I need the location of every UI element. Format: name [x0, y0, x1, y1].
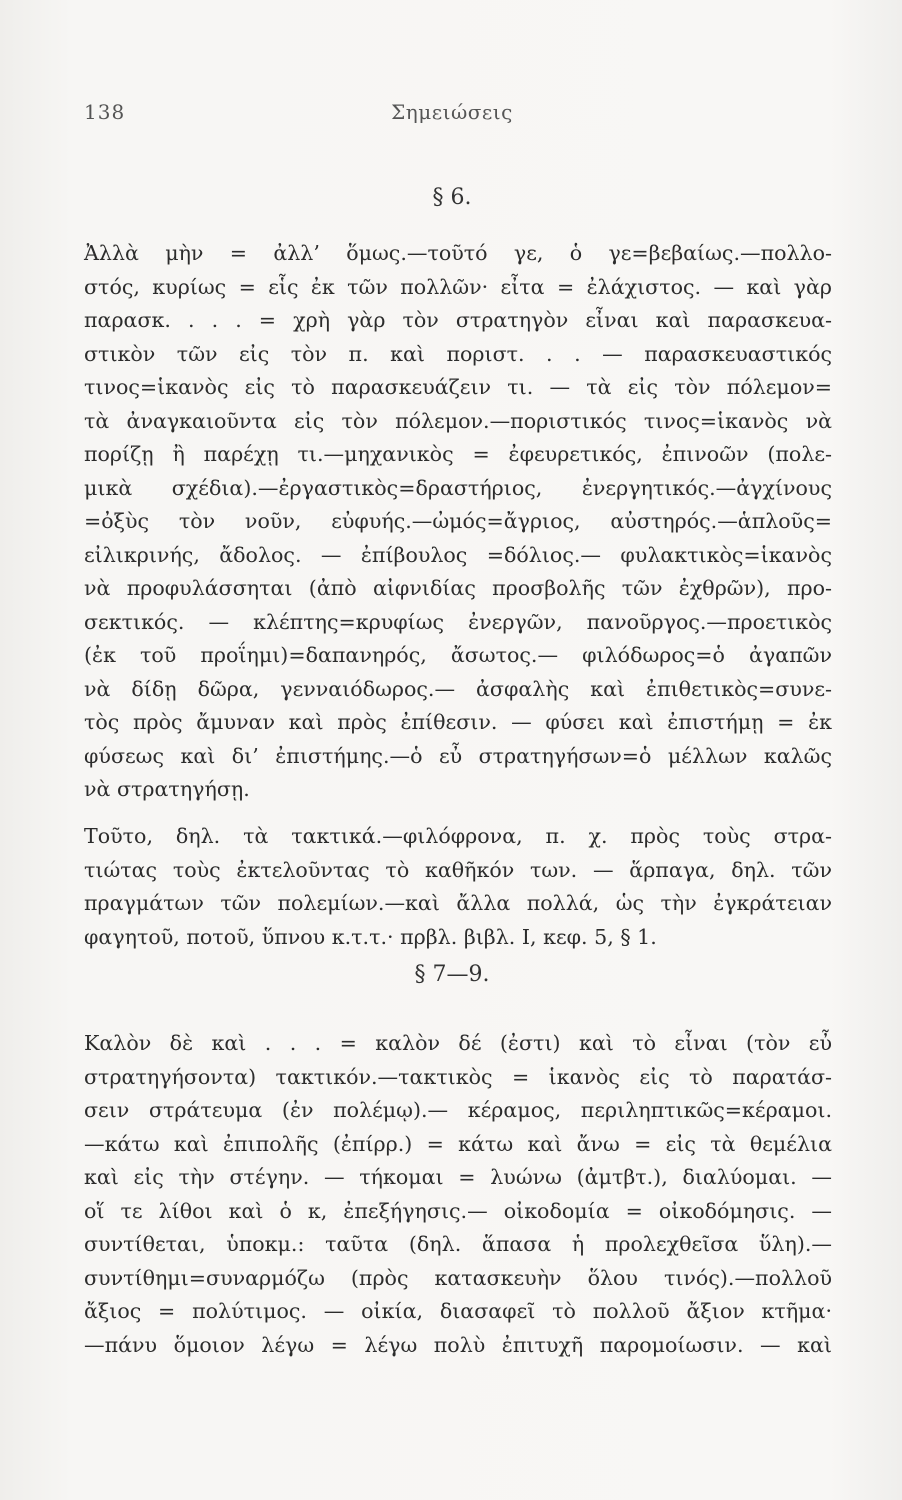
text-line: φύσεως καὶ δι’ ἐπιστήμης.—ὁ εὖ στρατηγήσων=ὁ μέλλων καλῶς [84, 743, 832, 768]
text-line: τὸς πρὸς ἄμυναν καὶ πρὸς ἐπίθεσιν. — φύσει καὶ ἐπιστήμῃ = ἐκ [84, 710, 832, 734]
text-line: τιώτας τοὺς ἐκτελοῦντας τὸ καθῆκόν των. — ἅρπαγα, δηλ. τῶν [84, 857, 832, 882]
text-line: ἄξιος = πολύτιμος. — οἰκία, διασαφεῖ τὸ πολλοῦ ἄξιον κτῆμα· [84, 1299, 832, 1323]
notes-paragraph [84, 820, 832, 954]
text-line: =ὀξὺς τὸν νοῦν, εὐφυής.—ὠμός=ἄγριος, αὐστηρός.—ἁπλοῦς= [84, 509, 832, 533]
running-title: Σημειώσεις [391, 100, 513, 124]
text-line: Ἀλλὰ μὴν = ἀλλ’ ὅμως.—τοῦτό γε, ὁ γε=βεβαίως.—πολλο- [84, 241, 832, 265]
text-line: παρασκ. . . . = χρὴ γὰρ τὸν στρατηγὸν εἶναι καὶ παρασκευα- [84, 308, 832, 332]
text-line: οἵ τε λίθοι καὶ ὁ κ, ἐπεξήγησις.— οἰκοδομία = οἰκοδόμησις. — [84, 1198, 832, 1223]
text-line: καὶ εἰς τὴν στέγην. — τήκομαι = λυώνω (ἀμτβτ.), διαλύομαι. — [84, 1165, 832, 1189]
section-heading-6: § 6. [432, 185, 472, 210]
text-line: τινος=ἱκανὸς εἰς τὸ παρασκευάζειν τι. — τὰ εἰς τὸν πόλεμον= [84, 375, 832, 399]
notes-paragraph [84, 237, 832, 807]
text-line: (ἐκ τοῦ προΐημι)=δαπανηρός, ἄσωτος.— φιλόδωρος=ὁ ἀγαπῶν [84, 643, 832, 667]
text-line: σειν στράτευμα (ἐν πολέμῳ).— κέραμος, περιληπτικῶς=κέραμοι. [84, 1098, 832, 1122]
section-heading-7-9: § 7—9. [414, 962, 490, 987]
text-line: —κάτω καὶ ἐπιπολῆς (ἐπίρρ.) = κάτω καὶ ἄνω = εἰς τὰ θεμέλια [84, 1131, 832, 1156]
text-line: —πάνυ ὅμοιον λέγω = λέγω πολὺ ἐπιτυχῆ παρομοίωσιν. — καὶ [84, 1332, 832, 1357]
text-line: πραγμάτων τῶν πολεμίων.—καὶ ἄλλα πολλά, ὡς τὴν ἐγκράτειαν [84, 891, 832, 915]
running-head [84, 100, 820, 132]
text-line: τὰ ἀναγκαιοῦντα εἰς τὸν πόλεμον.—ποριστικός τινος=ἱκανὸς νὰ [84, 408, 832, 433]
text-line: εἰλικρινής, ἄδολος. — ἐπίβουλος =δόλιος.— φυλακτικὸς=ἱκανὸς [84, 542, 832, 567]
page-number: 138 [84, 100, 126, 124]
text-line: σεκτικός. — κλέπτης=κρυφίως ἐνεργῶν, πανοῦργος.—προετικὸς [84, 609, 832, 634]
text-line: συντίθεται, ὑποκμ.: ταῦτα (δηλ. ἅπασα ἡ προλεχθεῖσα ὕλη).— [84, 1232, 832, 1256]
text-line: νὰ στρατηγήσῃ. [84, 777, 250, 801]
text-line: νὰ δίδῃ δῶρα, γενναιόδωρος.— ἀσφαλὴς καὶ ἐπιθετικὸς=συνε- [84, 676, 832, 701]
text-line: συντίθημι=συναρμόζω (πρὸς κατασκευὴν ὅλου τινός).—πολλοῦ [84, 1265, 832, 1290]
text-line: νὰ προφυλάσσηται (ἀπὸ αἰφνιδίας προσβολῆς τῶν ἐχθρῶν), προ- [84, 576, 832, 600]
text-line: Τοῦτο, δηλ. τὰ τακτικά.—φιλόφρονα, π. χ. πρὸς τοὺς στρα- [84, 824, 832, 848]
text-line: στρατηγήσοντα) τακτικόν.—τακτικὸς = ἱκανὸς εἰς τὸ παρατάσ- [84, 1064, 832, 1089]
text-line: στός, κυρίως = εἷς ἐκ τῶν πολλῶν· εἶτα = ἐλάχιστος. — καὶ γὰρ [84, 274, 832, 299]
text-line: Καλὸν δὲ καὶ . . . = καλὸν δέ (ἐστι) καὶ τὸ εἶναι (τὸν εὖ [84, 1031, 832, 1055]
text-line: πορίζῃ ἢ παρέχῃ τι.—μηχανικὸς = ἐφευρετικός, ἐπινοῶν (πολε- [84, 442, 832, 466]
text-line: στικὸν τῶν εἰς τὸν π. καὶ ποριστ. . . — παρασκευαστικός [84, 341, 832, 366]
notes-paragraph [84, 1027, 832, 1362]
text-line: φαγητοῦ, ποτοῦ, ὕπνου κ.τ.τ.· πρβλ. βιβλ. I, κεφ. 5, § 1. [84, 924, 657, 949]
text-line: μικὰ σχέδια).—ἐργαστικὸς=δραστήριος, ἐνεργητικός.—ἀγχίνους [84, 475, 832, 500]
